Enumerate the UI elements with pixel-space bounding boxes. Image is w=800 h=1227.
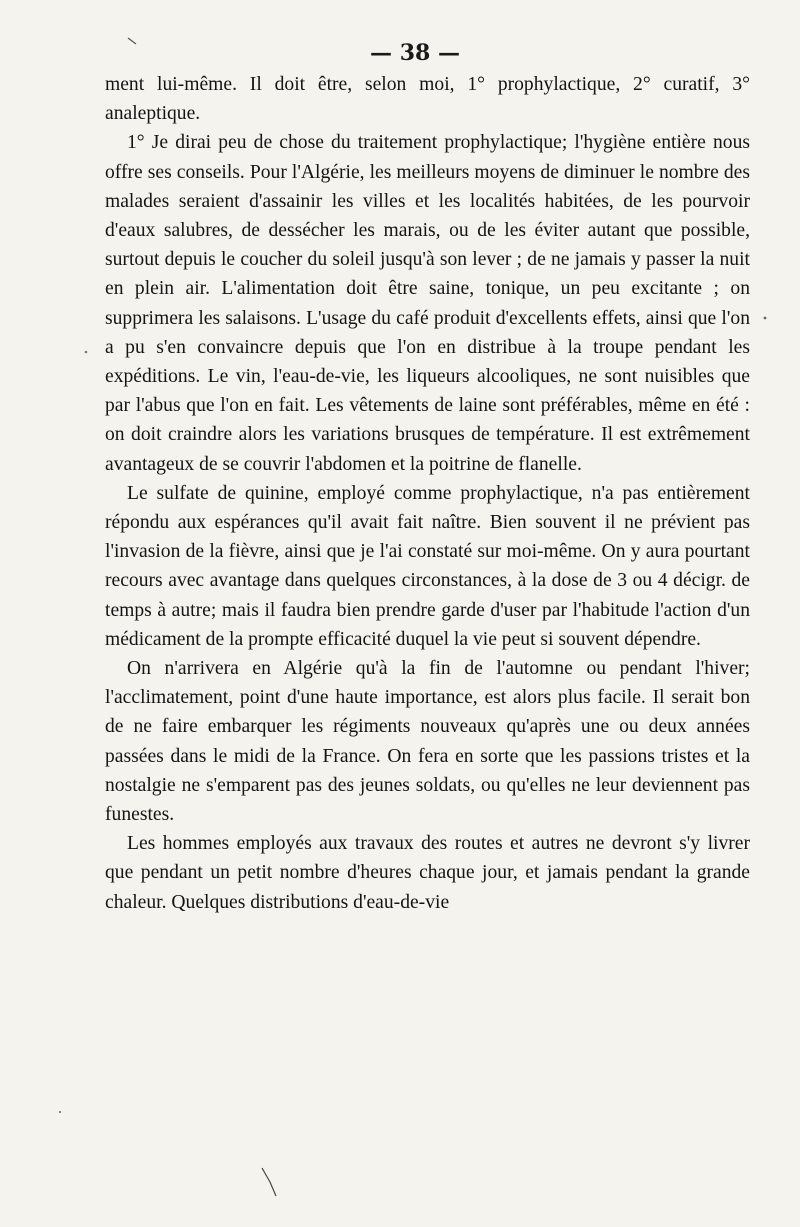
page-number: — 38 — xyxy=(370,40,460,66)
body-text xyxy=(105,70,750,917)
paragraph: Les hommes employés aux travaux des routes et autres ne devront s'y livrer que pendant un petit nombre d'heures chaque jour, et jamais pendant la grande chaleur. Quelques distributions d'eau-de-vie xyxy=(105,833,750,913)
paragraph: On n'arrivera en Algérie qu'à la fin de l'automne ou pendant l'hiver; l'acclimatement, point d'une haute importance, est alors plus facile. Il serait bon de ne faire embarquer les régiments nouveaux qu'après une ou deux années passées dans le midi de la France. On fera en sorte que les passions tristes et la nostalgie ne s'emparent pas des jeunes soldats, ou qu'elles ne leur deviennent pas funestes. xyxy=(105,658,750,826)
paragraph: 1° Je dirai peu de chose du traitement prophylactique; l'hygiène entière nous offre ses conseils. Pour l'Algérie, les meilleurs moyens de diminuer le nombre des malades seraient d'assainir les villes et les localités habitées, de les pourvoir d'eaux salubres, de dessécher les marais, ou de les éviter autant que possible, surtout depuis le coucher du soleil jusqu'à son lever ; de ne jamais y passer la nuit en plein air. L'alimentation doit être saine, tonique, un peu excitante ; on supprimera les salaisons. L'usage du café produit d'excellents effets, ainsi que l'on a pu s'en convaincre depuis que l'on en distribue à la troupe pendant les expéditions. Le vin, l'eau-de-vie, les liqueurs alcooliques, ne sont nuisibles que par l'abus que l'on en fait. Les vêtements de laine sont préférables, même en été : on doit craindre alors les variations brusques de température. Il est extrêmement avantageux de se couvrir l'abdomen et la poitrine de flanelle. xyxy=(105,132,750,475)
paragraph: ment lui-même. Il doit être, selon moi, 1° prophylactique, 2° curatif, 3° analeptique. xyxy=(105,74,750,125)
paragraph: Le sulfate de quinine, employé comme prophylactique, n'a pas entièrement répondu aux espérances qu'il avait fait naître. Bien souvent il ne prévient pas l'invasion de la fièvre, ainsi que je l'ai constaté sur moi-même. On y aura pourtant recours avec avantage dans quelques circonstances, à la dose de 3 ou 4 décigr. de temps à autre; mais il faudra bien prendre garde d'user par l'habitude l'action d'un médicament de la prompte efficacité duquel la vie peut si souvent dépendre. xyxy=(105,482,750,650)
